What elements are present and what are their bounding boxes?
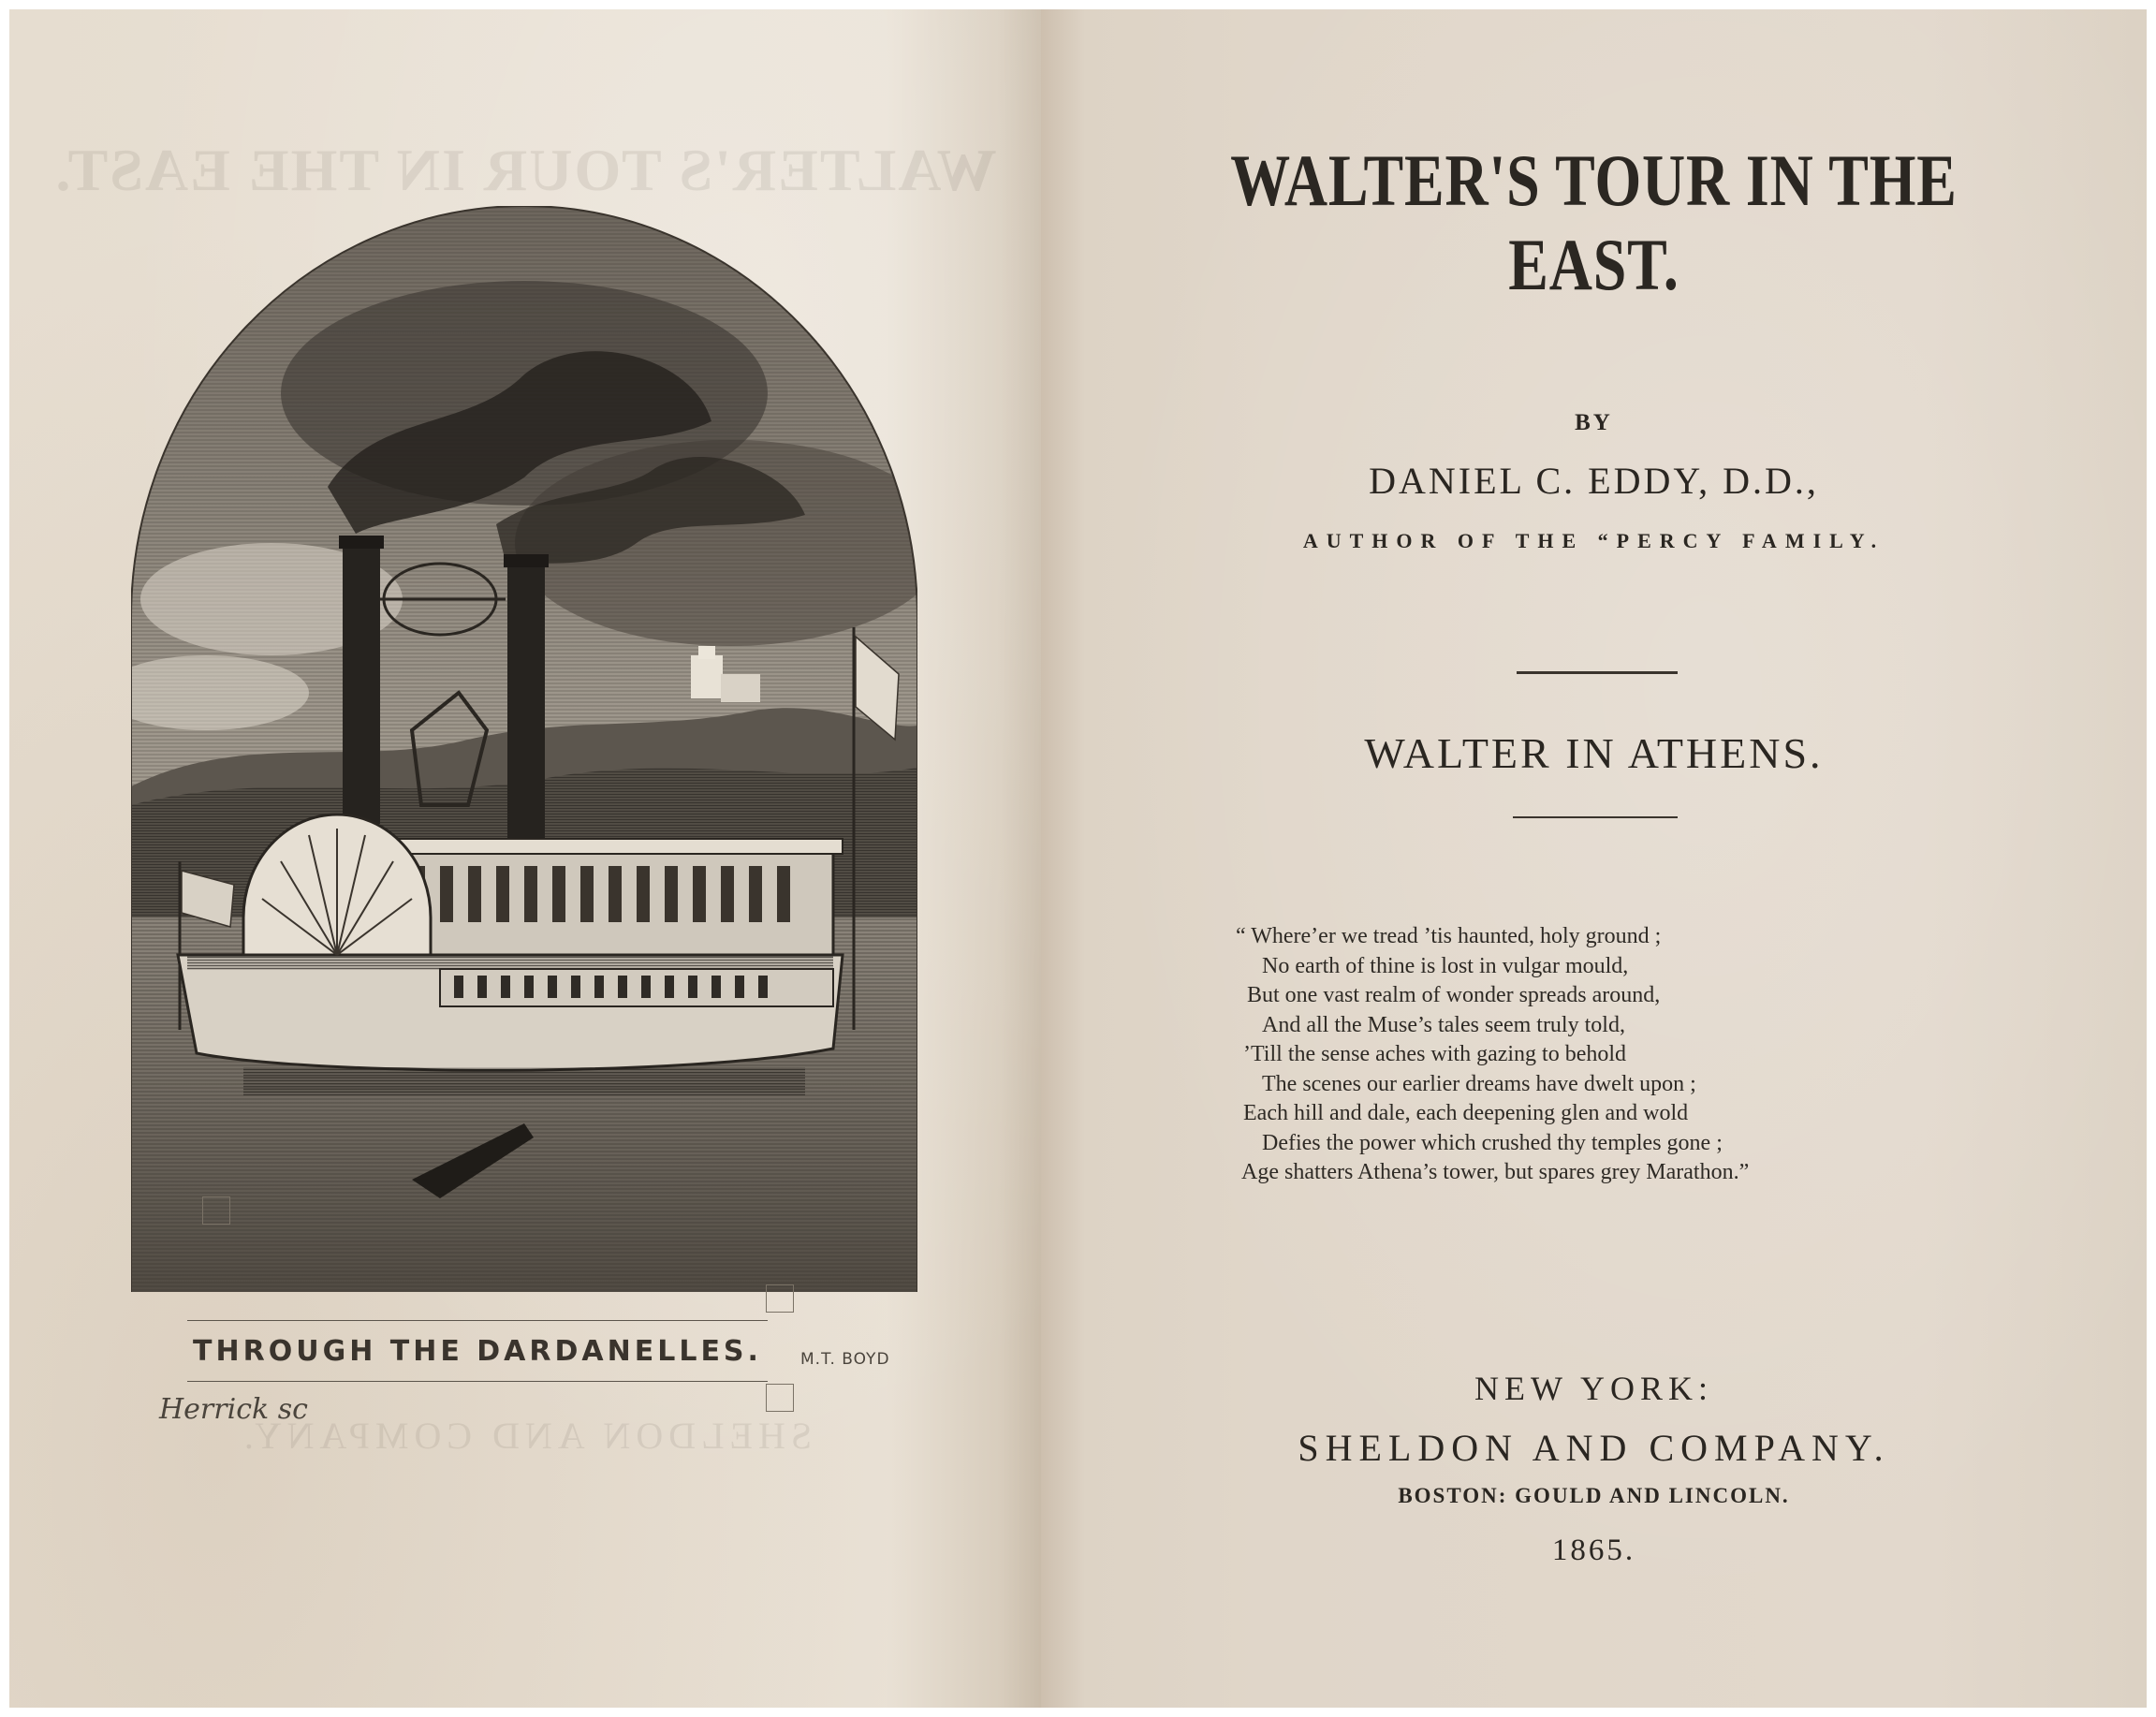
poem-line: Each hill and dale, each deepening glen and wold <box>1243 1101 1689 1125</box>
imprint-publisher: SHELDON AND COMPANY. <box>1298 1427 1890 1469</box>
epigraph-poem <box>1236 922 1966 1188</box>
title-page <box>1041 9 2147 1708</box>
artist-credit: M.T. BOYD <box>800 1350 890 1369</box>
book-spread <box>9 9 2147 1708</box>
book-subtitle: WALTER IN ATHENS. <box>1364 729 1824 777</box>
frame-corner-mark <box>766 1284 794 1313</box>
illustration-caption: THROUGH THE DARDANELLES. <box>193 1334 762 1368</box>
book-title: WALTER'S TOUR IN THE EAST. <box>1230 139 1958 305</box>
steamboat-engraving <box>131 206 917 1292</box>
author-credentials: AUTHOR OF THE “PERCY FAMILY. <box>1302 529 1885 552</box>
author-name: DANIEL C. EDDY, D.D., <box>1369 460 1819 502</box>
frontispiece-page <box>9 9 1041 1708</box>
poem-line: The scenes our earlier dreams have dwelt upon ; <box>1262 1071 1696 1096</box>
poem-line: Defies the power which crushed thy temples gone ; <box>1262 1130 1723 1155</box>
imprint-co-publisher: BOSTON: GOULD AND LINCOLN. <box>1398 1484 1790 1507</box>
show-through-title: WALTER'S TOUR IN THE EAST. <box>53 137 997 203</box>
imprint-year: 1865. <box>1551 1534 1636 1567</box>
divider-rule <box>1517 671 1678 674</box>
frame-corner-mark <box>202 1196 230 1225</box>
engraver-signature: Herrick sc <box>159 1393 308 1426</box>
poem-line: No earth of thine is lost in vulgar mould, <box>1262 953 1629 978</box>
poem-line: “ Where’er we tread ’tis haunted, holy ground ; <box>1236 924 1662 948</box>
by-line: BY <box>1575 410 1613 435</box>
imprint-city: NEW YORK: <box>1474 1370 1713 1407</box>
poem-line: And all the Muse’s tales seem truly told, <box>1262 1012 1625 1037</box>
poem-line: ’Till the sense aches with gazing to behold <box>1243 1042 1627 1066</box>
caption-frame <box>187 1320 768 1382</box>
poem-line: Age shatters Athena’s tower, but spares grey Marathon.” <box>1241 1160 1750 1184</box>
frame-corner-mark <box>766 1384 794 1412</box>
poem-line: But one vast realm of wonder spreads around, <box>1247 983 1661 1007</box>
divider-rule <box>1513 816 1678 818</box>
show-through-imprint: SHELDON AND COMPANY. <box>238 1415 813 1457</box>
